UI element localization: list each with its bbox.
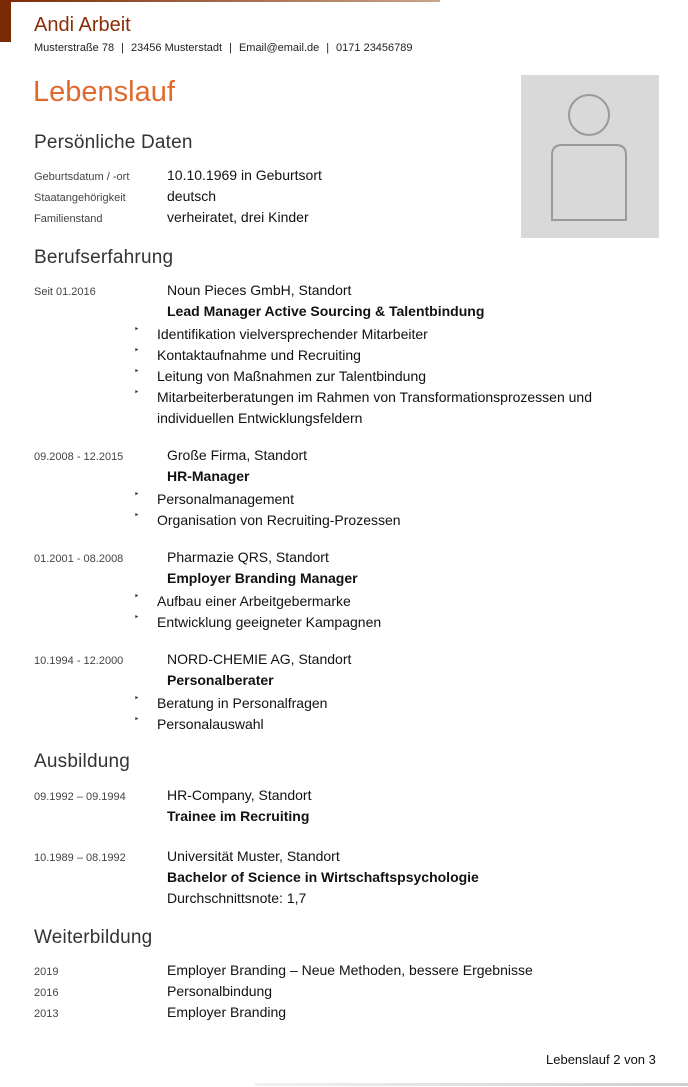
- entry-degree: Bachelor of Science in Wirtschaftspsychologie: [167, 869, 479, 885]
- entry-institution: Universität Muster, Standort: [167, 848, 340, 864]
- arrow-bullet-icon: ‣: [134, 612, 140, 622]
- entry-degree: Trainee im Recruiting: [167, 808, 310, 824]
- arrow-bullet-icon: ‣: [134, 693, 140, 703]
- photo-placeholder: [521, 75, 659, 238]
- entry-note: Durchschnittsnote: 1,7: [167, 890, 307, 906]
- entry-title: Personalbindung: [167, 983, 273, 999]
- city: 23456 Musterstadt: [130, 42, 223, 54]
- arrow-bullet-icon: ‣: [134, 510, 140, 520]
- entry-date: 01.2001 - 08.2008: [34, 553, 124, 565]
- separator: |: [229, 42, 232, 54]
- entry-company: NORD-CHEMIE AG, Standort: [167, 651, 352, 667]
- row-label: Familienstand: [34, 213, 103, 225]
- entry-title: Employer Branding: [167, 1004, 287, 1020]
- row-label: Geburtsdatum / -ort: [34, 171, 130, 183]
- page-footer: Lebenslauf 2 von 3: [546, 1052, 656, 1067]
- row-value: verheiratet, drei Kinder: [167, 209, 309, 225]
- entry-date: 09.1992 – 09.1994: [34, 791, 126, 803]
- arrow-bullet-icon: ‣: [134, 489, 140, 499]
- arrow-bullet-icon: ‣: [134, 387, 140, 397]
- entry-institution: HR-Company, Standort: [167, 787, 312, 803]
- row-label: Staatangehörigkeit: [34, 192, 126, 204]
- entry-company: Große Firma, Standort: [167, 447, 308, 463]
- row-value: deutsch: [167, 188, 217, 204]
- address: Musterstraße 78: [34, 42, 115, 54]
- entry-title: Employer Branding – Neue Methoden, bessere Ergebnisse: [167, 962, 533, 978]
- section-heading-experience: Berufserfahrung: [34, 247, 174, 268]
- entry-role: Personalberater: [167, 672, 274, 688]
- arrow-bullet-icon: ‣: [134, 324, 140, 334]
- row-value: 10.10.1969 in Geburtsort: [167, 167, 322, 183]
- entry-date: 10.1994 - 12.2000: [34, 655, 124, 667]
- entry-year: 2013: [34, 1008, 59, 1020]
- entry-year: 2016: [34, 987, 59, 999]
- entry-role: Lead Manager Active Sourcing & Talentbindung: [167, 303, 485, 319]
- top-accent-bar: [0, 0, 440, 2]
- arrow-bullet-icon: ‣: [134, 345, 140, 355]
- entry-date: Seit 01.2016: [34, 286, 96, 298]
- entry-date: 10.1989 – 08.1992: [34, 852, 126, 864]
- applicant-name: Andi Arbeit: [34, 14, 131, 36]
- document-title: Lebenslauf: [33, 76, 175, 108]
- separator: |: [326, 42, 330, 54]
- entry-role: Employer Branding Manager: [167, 570, 358, 586]
- contact-line: [34, 42, 413, 54]
- bottom-accent-bar: [255, 1083, 688, 1086]
- entry-company: Pharmazie QRS, Standort: [167, 549, 329, 565]
- section-heading-education: Ausbildung: [34, 751, 131, 772]
- entry-company: Noun Pieces GmbH, Standort: [167, 282, 352, 298]
- section-heading-training: Weiterbildung: [34, 927, 153, 948]
- left-accent-bar: [0, 0, 11, 42]
- entry-date: 09.2008 - 12.2015: [34, 451, 124, 463]
- entry-role: HR-Manager: [167, 468, 250, 484]
- section-heading-personal: Persönliche Daten: [34, 132, 193, 153]
- entry-year: 2019: [34, 966, 59, 978]
- arrow-bullet-icon: ‣: [134, 714, 140, 724]
- separator: |: [121, 42, 124, 54]
- avatar-placeholder-icon: [521, 75, 659, 238]
- email[interactable]: Email@email.de: [238, 42, 320, 54]
- arrow-bullet-icon: ‣: [134, 591, 140, 601]
- phone: 0171 23456789: [336, 42, 413, 54]
- arrow-bullet-icon: ‣: [134, 366, 140, 376]
